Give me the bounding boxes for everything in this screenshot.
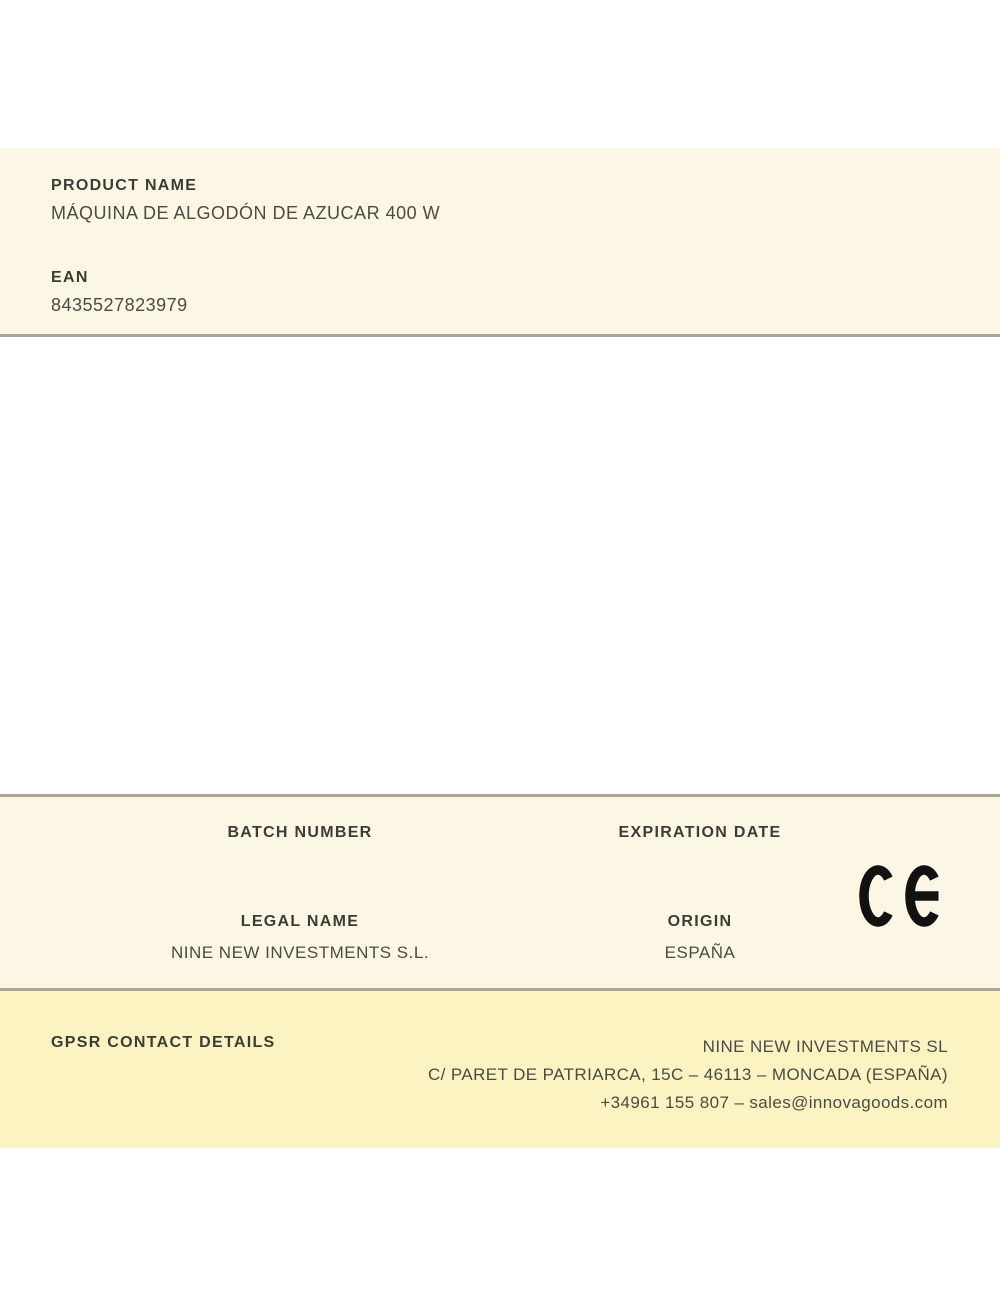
- product-name-field: [51, 176, 950, 224]
- expiration-date-label: EXPIRATION DATE: [618, 824, 782, 841]
- ean-field: [51, 268, 950, 316]
- gpsr-contact-label: GPSR CONTACT DETAILS: [51, 1034, 276, 1051]
- gpsr-contact-section: [0, 991, 1000, 1148]
- gpsr-address: C/ PARET DE PATRIARCA, 15C – 46113 – MONCADA (ESPAÑA): [427, 1065, 948, 1084]
- product-info-section: [0, 148, 1000, 337]
- legal-name-value: NINE NEW INVESTMENTS S.L.: [170, 943, 430, 962]
- gpsr-phone-email: +34961 155 807 – sales@innovagoods.com: [600, 1093, 948, 1112]
- batch-number-label: BATCH NUMBER: [227, 824, 373, 841]
- gpsr-contact-block: [428, 1033, 948, 1117]
- product-name-value: MÁQUINA DE ALGODÓN DE AZUCAR 400 W: [51, 203, 441, 223]
- ean-value: 8435527823979: [51, 295, 188, 315]
- origin-value: ESPAÑA: [664, 943, 736, 962]
- origin-label: ORIGIN: [667, 913, 733, 930]
- product-name-label: PRODUCT NAME: [51, 177, 198, 194]
- ce-mark-icon: [858, 865, 946, 927]
- ean-label: EAN: [51, 269, 89, 286]
- gpsr-company: NINE NEW INVESTMENTS SL: [702, 1037, 948, 1056]
- batch-legal-section: [0, 794, 1000, 991]
- legal-name-label: LEGAL NAME: [240, 913, 360, 930]
